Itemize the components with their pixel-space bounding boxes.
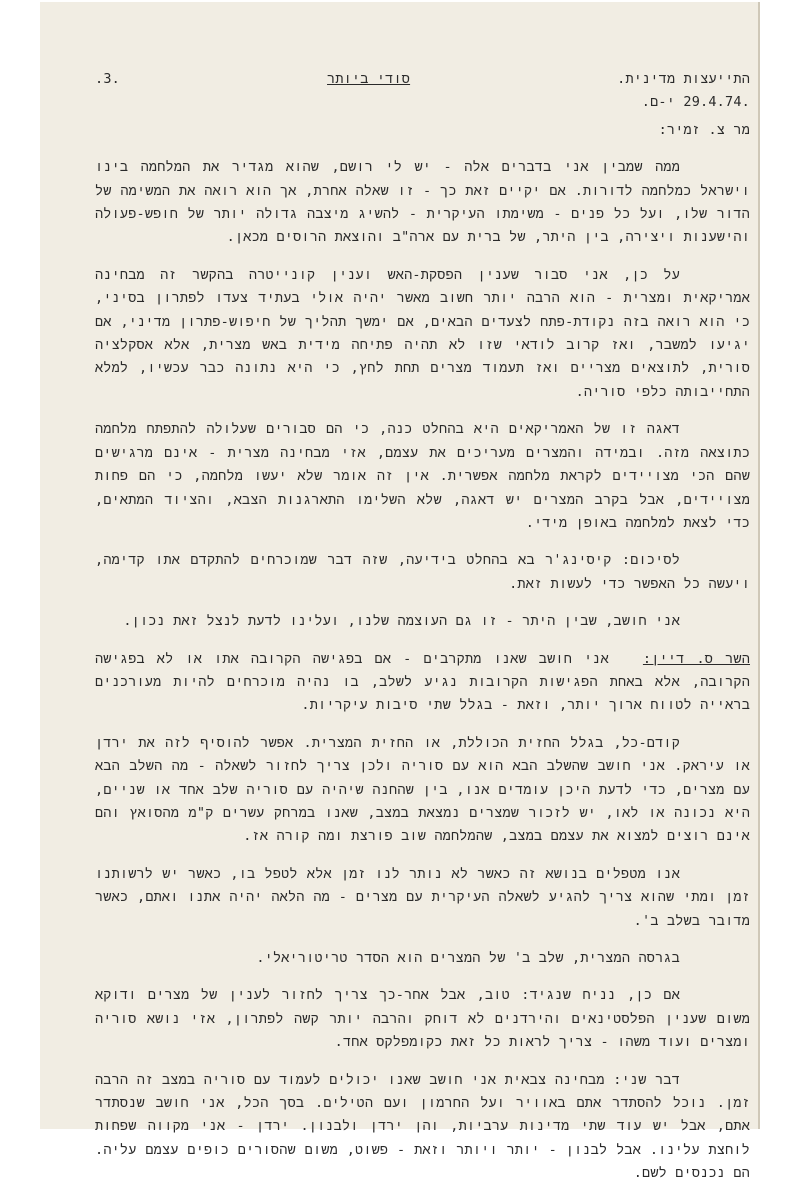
paragraph: ממה שמבין אני בדברים אלה - יש לי רושם, שהוא מגדיר את המלחמה בינו וישראל כמלחמה לדורות. אם יקיים זאת כך - זו שאלה אחרת, אך הוא רואה את המשימה של הדור שלו, ועל כל פנים - משימתו העיקרית - להשיג מיצבה גדולה יותר של חופש-פעולה והישענות ויצירה, בין היתר, של ברית עם ארה"ב והוצאת הרוסים מכאן. [95,159,750,246]
paragraph: בגרסה המצרית, שלב ב' של המצרים הוא הסדר טריטוריאלי. [256,950,680,966]
paragraph: אנו מטפלים בנושא זה כאשר לא נותר לנו זמן אלא לטפל בו, כאשר יש לרשותנו זמן ומתי שהוא צריך להגיע לשאלה העיקרית עם מצרים - מה הלאה יהיה אתנו ואתם, כאשר מדובר בשלב ב'. [95,865,750,929]
document-body [95,68,750,1200]
document-date: .29.4.74 י-ם. [641,94,750,111]
classification-stamp: סודי ביותר [327,71,411,87]
speaker-dayan-paragraph [95,648,750,718]
document-title: התייעצות מדינית. [617,71,750,87]
paragraph: לסיכום: קיסינג'ר בא בהחלט בידיעה, שזה דבר שמוכרחים להתקדם אתו קדימה, ויעשה כל האפשר כדי לעשות זאת. [95,552,750,592]
document-sheet [40,2,760,1182]
paragraph: דבר שני: מבחינה צבאית אני חושב שאנו יכולים לעמוד עם סוריה במצב זה הרבה זמן. נוכל להסתדר אתם באוויר ועל החרמון ועם הטילים. בסך הכל, אני חושב שנסתדר אתם, אבל יש עוד שתי מדינות ערביות, והן ירדן ולבנון. ירדן - אני מקווה שפחות לוחצת עלינו. אבל לבנון - יותר ויותר וזאת - פשוט, משום שהסורים כופים עצמם עליה. הם נכנסים לשם. [95,1071,750,1182]
document-header [95,68,750,91]
paragraph: דאגה זו של האמריקאים היא בהחלט כנה, כי הם סבורים שעלולה להתפתח מלחמה כתוצאה מזה. ובמידה והמצרים מעריכים את עצמם, אזי מבחינה מצרית - אינם מרגישים שהם הכי מצויידים לקראת מלחמה אפשרית. אין זה אומר שלא יעשו מלחמה, כי הם פחות מצויידים, אבל בקרב המצרים יש דאגה, שלא השלימו התארגנות הצבא, והציוד המתאים, כדי לצאת למלחמה באופן מידי. [95,421,750,531]
speaker-dayan: השר ס. דיין: [642,650,750,667]
page-number: .3. [95,71,120,87]
paragraph: על כן, אני סבור שענין הפסקת-האש וענין קונייטרה בהקשר זה מבחינה אמריקאית ומצרית - הוא הרבה יותר חשוב מאשר יהיה אולי בעתיד צעדו לפתרון בסיני, כי הוא רואה בזה נקודת-פתח לצעדים הבאים, אם ימשך תהליך של חיפוש-פתרון מדיני, אם יגיעו למשבר, ואז קרוב לודאי שזו לא תהיה פתיחה מידית באש מצרית, אלא אסקלציה סורית, לתוצאים מצריים ואז תעמוד מצרים תחת לחץ, כי היא נתונה כבר עכשיו, למלא התחייבותה כלפי סוריה. [95,266,750,400]
speaker-dayan-text: אני חושב שאנו מתקרבים - אם בפגישה הקרובה אתו או לא בפגישה הקרובה, אלא באחת הפגישות הקרובות נגיע לשלב, בו נהיה מוכרחים להיות מעורכנים בראייה לטווח ארוך יותר, וזאת - בגלל שתי סיבות עיקריות. [95,650,750,714]
paragraph: קודם-כל, בגלל החזית הכוללת, או החזית המצרית. אפשר להוסיף לזה את ירדן או עיראק. אני חושב שהשלב הבא הוא עם סוריה ולכן צריך לחזור לשאלה - מה השלב הבא עם מצרים, כדי לדעת היכן עומדים אנו, בין שהחנה שיהיה עם סוריה שלב אחד או שניים, היא נכונה או לאו, יש לזכור שמצרים נמצאת במצב, שאנו במרחק עשרים ק"מ מהסואץ והם אינם רוצים למצוא את עצמם במצב, שהמלחמה שוב פורצת ומה קורה אז. [95,734,750,845]
paragraph: אם כן, נניח שנגיד: טוב, אבל אחר-כך צריך לחזור לענין של מצרים ודוקא משום שענין הפלסטינאים והירדנים לא דוחק והרבה יותר קשה לפתרון, אזי נושא סוריה ומצרים ועוד משהו - צריך לראות כל זאת כקומפלקס אחד. [95,987,750,1051]
speaker-zamir: מר צ. זמיר: [658,121,750,138]
paragraph: אני חושב, שבין היתר - זו גם העוצמה שלנו, ועלינו לדעת לנצל זאת נכון. [123,613,680,630]
